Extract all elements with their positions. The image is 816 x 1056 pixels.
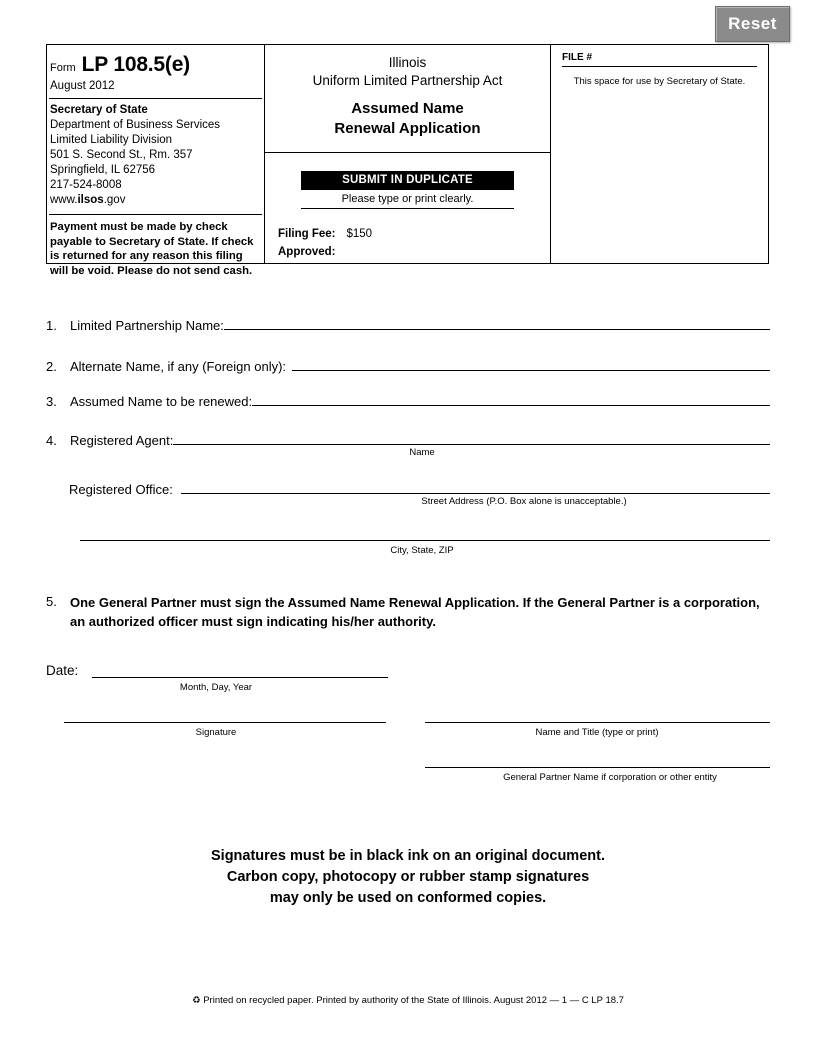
item-label-2: Alternate Name, if any (Foreign only): (70, 359, 287, 374)
file-number-label: FILE # (562, 52, 593, 63)
website-suffix: .gov (103, 194, 126, 206)
form-number: LP 108.5(e) (81, 53, 190, 76)
title-line-1: Illinois (388, 55, 427, 70)
form-identifier (47, 45, 264, 77)
input-date[interactable] (92, 677, 388, 678)
submit-in-duplicate-banner: SUBMIT IN DUPLICATE (301, 171, 514, 190)
caption-signature: Signature (195, 727, 237, 738)
agency-name: Secretary of State (50, 104, 148, 116)
date-label: Date: (46, 663, 79, 678)
reset-button[interactable] (715, 6, 790, 42)
approved-label: Approved: (278, 246, 336, 258)
filing-fee-row (265, 209, 550, 240)
type-clearly-note: Please type or print clearly. (341, 193, 474, 205)
caption-general-partner-name: General Partner Name if corporation or other entity (503, 772, 717, 783)
caption-name-and-title: Name and Title (type or print) (535, 727, 659, 738)
subtitle-line-2: Renewal Application (334, 120, 481, 137)
divider-line-3 (265, 152, 550, 153)
subtitle-line-1: Assumed Name (351, 100, 464, 117)
header-left-column (47, 45, 265, 277)
payment-note: Payment must be made by check payable to Secretary of State. If check is returned for any reason this filing will be void. Please do not send cash. (50, 221, 254, 277)
caption-street-address: Street Address (P.O. Box alone is unacceptable.) (421, 496, 627, 507)
website-prefix: www. (50, 194, 78, 206)
agency-address-block (47, 99, 264, 208)
caption-city-state-zip: City, State, ZIP (390, 545, 454, 556)
input-signature[interactable] (64, 722, 386, 723)
website-domain: ilsos (77, 194, 104, 206)
header-right-column (551, 45, 768, 263)
agency-line-4: Springfield, IL 62756 (50, 164, 156, 176)
item-label-5: One General Partner must sign the Assumed Name Renewal Application. If the General Partner is a corporation, an authorized officer must sign indicating his/her authority. (70, 595, 760, 629)
input-alternate-name[interactable] (292, 357, 770, 371)
form-word-label: Form (50, 62, 76, 74)
closing-line-2: Carbon copy, photocopy or rubber stamp signatures (226, 869, 590, 885)
item-label-3: Assumed Name to be renewed: (70, 394, 253, 409)
agency-line-1: Department of Business Services (50, 119, 221, 131)
office-use-note: This space for use by Secretary of State. (573, 76, 746, 87)
filing-fee-amount: $150 (346, 228, 373, 240)
field-row-alternate-name (46, 357, 770, 374)
item-label-1: Limited Partnership Name: (70, 318, 224, 333)
item-label-4: Registered Agent: (70, 433, 174, 448)
agency-website (50, 193, 264, 208)
caption-month-day-year: Month, Day, Year (179, 682, 253, 693)
header-middle-column (265, 45, 551, 263)
agency-line-2: Limited Liability Division (50, 134, 173, 146)
input-registered-agent[interactable] (173, 431, 770, 445)
input-assumed-name[interactable] (252, 392, 770, 406)
input-registered-office-city[interactable] (80, 540, 770, 541)
input-name-and-title[interactable] (425, 722, 770, 723)
field-row-limited-partnership-name (46, 316, 770, 333)
input-limited-partnership-name[interactable] (224, 316, 770, 330)
item-number-4: 4. (46, 433, 57, 448)
caption-name: Name (409, 447, 435, 458)
item-number-5: 5. (46, 594, 57, 609)
agency-line-3: 501 S. Second St., Rm. 357 (50, 149, 193, 161)
form-header-box (46, 44, 769, 277)
item-number-3: 3. (46, 394, 57, 409)
input-general-partner-name[interactable] (425, 767, 770, 768)
field-row-signature-instruction (46, 594, 770, 631)
reset-button-label: Reset (728, 14, 777, 33)
closing-statement (0, 846, 816, 909)
field-row-assumed-name (46, 392, 770, 409)
registered-office-label: Registered Office: (69, 482, 173, 497)
form-title-block (265, 45, 550, 139)
form-revision-date: August 2012 (50, 80, 115, 92)
closing-line-1: Signatures must be in black ink on an original document. (211, 848, 605, 864)
field-row-registered-office (69, 480, 770, 497)
filing-fee-label: Filing Fee: (278, 228, 336, 240)
input-registered-office-street[interactable] (181, 480, 770, 494)
field-row-registered-agent (46, 431, 770, 448)
item-number-1: 1. (46, 318, 57, 333)
title-line-2: Uniform Limited Partnership Act (312, 73, 503, 88)
footer-text: ♻ Printed on recycled paper. Printed by authority of the State of Illinois. August 2012 — 1 — C LP 18.7 (192, 995, 624, 1006)
agency-phone: 217-524-8008 (50, 179, 122, 191)
item-number-2: 2. (46, 359, 57, 374)
closing-line-3: may only be used on conformed copies. (269, 890, 547, 906)
